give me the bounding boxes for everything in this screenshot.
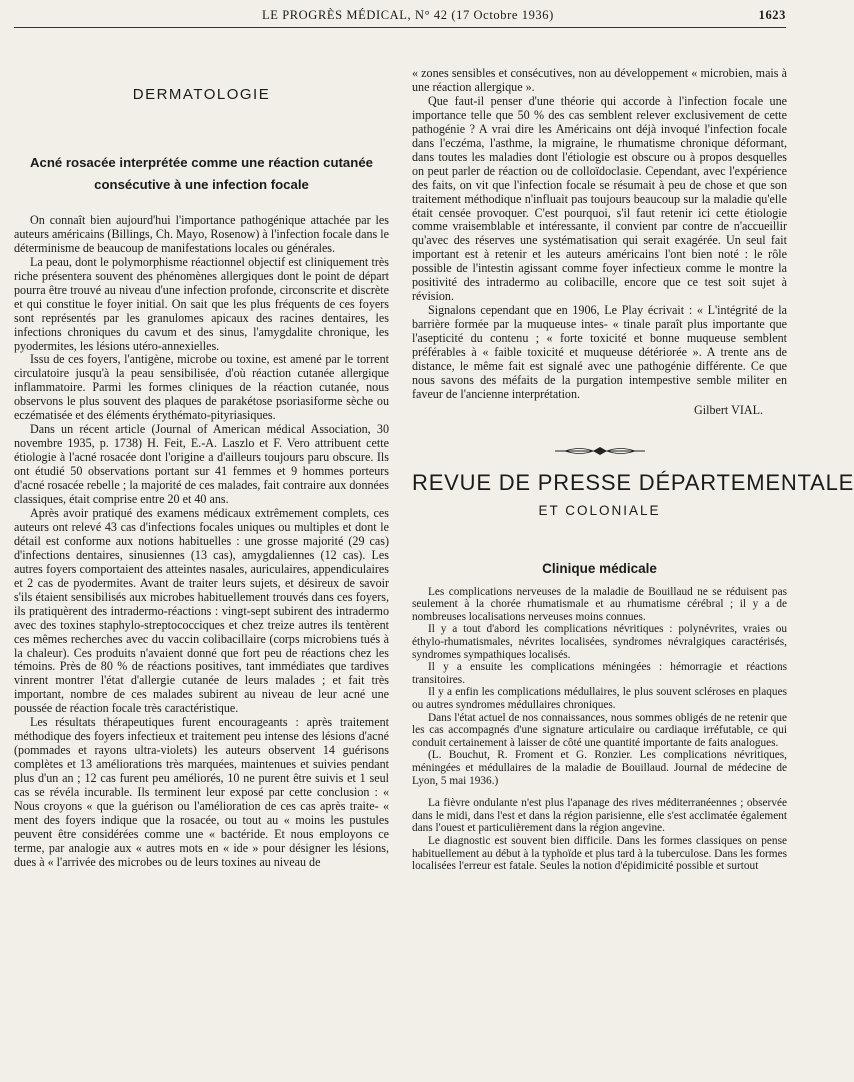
ornament-divider-icon (555, 446, 645, 456)
paragraph: Les résultats thérapeutiques furent encourageants : après traitement méthodique des foyers infectieux et traitement peu intense des lésions d'acné (pommades et rayons ultra-violets) les auteurs observent 14 guérisons complètes et 13 améliorations très marquées, maintenues et suivies pendant plus d'un an ; 12 cas furent peu améliorés, 10 ne purent être suivis et 1 seul cas se révéla incurable. Ils terminent leur exposé par cette conclusion : « Nous croyons « que la guérison ou l'amélioration de ces cas après traite- « ment des foyers indique que la rosacée, ou tout au « moins les pustules peuvent être considérées comme une « bactéride. Et nous employons ce terme, par analogie aux « autres mots en « ide » pour désigner les lésions, dues à « l'arrivée des microbes ou de leurs toxines au niveau de (14, 715, 389, 869)
paragraph: Signalons cependant que en 1906, Le Play écrivait : « L'intégrité de la barrière formée par la muqueuse intes- « tinale paraît plus importante que l'asepticité du contenu ; « forte toxicité et bonne muqueuse semblent préférables à « faible toxicité et muqueuse détériorée ». A trente ans de distance, le même fait est signalé avec une pathogénie différente. Ce que nous savons des méfaits de la purgation intempestive semble militer en faveur de l'ancienne interprétation. (412, 303, 787, 401)
spacer (412, 787, 787, 797)
article-title-line-1: Acné rosacée interprétée comme une réaction cutanée (29, 154, 373, 170)
article-title (14, 152, 389, 196)
paragraph: Dans un récent article (Journal of American médical Association, 30 novembre 1935, p. 1738) H. Feit, E.-A. Laszlo et F. Vero attribuent cette étiologie à l'acné rosacée dont l'origine a d'ailleurs toujours paru obscure. Ils ont étudié 50 observations portant sur 41 femmes et 9 hommes porteurs d'acné rosacée rebelle ; la majorité de ces malades, fait contraire aux données classiques, était comprise entre 20 et 40 ans. (14, 422, 389, 507)
page-number: 1623 (758, 8, 786, 22)
paragraph: On connaît bien aujourd'hui l'importance pathogénique attachée par les auteurs américains (Billings, Ch. Mayo, Rosenow) à l'infection focale dans le déterminisme de beaucoup de manifestations locales ou générales. (14, 212, 389, 255)
revue-subtitle: ET COLONIALE (538, 502, 661, 518)
clinical-notes (412, 586, 787, 873)
rubric-heading: Clinique médicale (542, 560, 657, 576)
paragraph: Il y a enfin les complications médullaires, le plus souvent scléroses en plaques ou autres syndromes médullaires chroniques. (412, 686, 787, 712)
section-heading: DERMATOLOGIE (132, 86, 271, 103)
paragraph: Dans l'état actuel de nos connaissances, nous sommes obligés de ne retenir que les cas accompagnés d'une signature articulaire ou cardiaque irréfutable, ce qui conduit certainement à laisser de côté une quantité importante de faits analogues. (412, 711, 787, 749)
paragraph: Que faut-il penser d'une théorie qui accorde à l'infection focale une importance telle que 50 % des cas semblent relever exclusivement de cette pathogénie ? A vrai dire les Américains ont déjà invoqué l'infection focale dans l'eczéma, l'asthme, la migraine, le rhumatisme chronique déformant, dans toutes les maladies dont l'étiologie est obscure ou à propos desquelles on peut parler de réaction ou de colloïdoclasie. Cependant, avec l'expérience des faits, on vit que l'infection focale se résumait à peu de chose et que son traitement méthodique n'influait pas toujours beaucoup sur la maladie qu'elle était censée provoquer. C'est pourquoi, s'il faut retenir ici cette étiologie comme vraisemblable et intéressante, il convient par contre de n'accueillir qu'avec des réserves une systématisation qui serait exagérée. Un seul fait important est à retenir et les auteurs américains l'ont bien noté : le rôle possible de l'intestin agissant comme foyer infectieux comme le montre la positivité des intradermo au colibacille, encore que ce test soit sujet à révision. (412, 93, 787, 304)
revue-title: REVUE DE PRESSE DÉPARTEMENTALE (412, 469, 854, 495)
paragraph: La peau, dont le polymorphisme réactionnel objectif est cliniquement très riche présentera souvent des phénomènes allergiques dont le point de départ pourra être trouvé au niveau d'une infection profonde, circonscrite et discrète et qui constitue le foyer initial. On sait que les plus fréquents de ces foyers sont représentés par les granulomes apicaux des racines dentaires, les infections chroniques du cavum et des sinus, l'amygdalite chronique, les pyodermites, les lésions utéro-annexielles. (14, 254, 389, 353)
header-rule (14, 27, 786, 28)
paragraph: La fièvre ondulante n'est plus l'apanage des rives méditerranéennes ; observée dans le midi, dans l'est et dans la région parisienne, elle s'est acclimatée également dans l'ouest et particulièrement dans la région angevine. (412, 797, 787, 835)
right-column (412, 66, 854, 873)
paragraph: Après avoir pratiqué des examens médicaux extrêmement complets, ces auteurs ont relevé 43 cas d'infections focales uniques ou multiples et dont le détail est conforme aux notions habituelles : une grosse majorité (29 cas) d'infections dentaires, sinusiennes (13 cas), amygdaliennes (12 cas). Les autres foyers comportaient des atteintes nasales, auriculaires, appendiculaires et 2 cas de pyodermites. Avant de traiter leurs sujets, et désireux de savoir s'ils étaient sensibilisés aux microbes habituellement trouvés dans ces foyers, ils pratiquèrent des intradermo-réactions : vingt-sept subirent des intradermo avec des toxines staphylo-streptococciques et chez treize autres ils tentèrent ces mêmes recherches avec du vaccin colibacillaire (corps microbiens tués à la chaleur). Ces produits n'avaient donné que fort peu de réactions chez les témoins. Près de 80 % de réactions positives, tant immédiates que tardives vinrent montrer l'état d'allergie cutanée de leurs malades ; et fait très important, nombre de ces malades subirent au niveau de leur acné une poussée de réaction focale très caractéristique. (14, 505, 389, 716)
running-head (14, 8, 786, 26)
paragraph: Il y a ensuite les complications méningées : hémorragie et réactions transitoires. (412, 661, 787, 686)
paragraph: Il y a tout d'abord les complications névritiques : polynévrites, vraies ou éthylo-rhumatismales, névrites localisées, syndromes névralgiques caractérisés, syndromes sympathiques localisés. (412, 623, 787, 661)
author-signature: Gilbert VIAL. (694, 402, 763, 417)
paragraph: Issu de ces foyers, l'antigène, microbe ou toxine, est amené par le torrent circulatoire jusqu'à la peau sensibilisée, d'où réaction cutanée allergique inflammatoire. Parmi les formes cliniques de la réaction cutanée, nous observons le plus souvent des plaques de parakétose psoriasiforme sèche ou eczématisée et des éléments érythémato-pityriasiques. (14, 352, 389, 423)
paragraph: Les complications nerveuses de la maladie de Bouillaud ne se réduisent pas seulement à la chorée rhumatismale et au rhumatisme cérébral ; il y a de nombreuses localisations nerveuses moins connues. (412, 585, 787, 623)
left-column (14, 88, 389, 870)
article-title-line-2: consécutive à une infection focale (94, 176, 309, 192)
paragraph: « zones sensibles et consécutives, non au développement « microbien, mais à une réaction allergique ». (412, 66, 787, 94)
paragraph: Le diagnostic est souvent bien difficile. Dans les formes classiques on pense habituellement au début à la typhoïde et plus tard à la tuberculose. Dans les formes localisées l'erreur est fatale. Seules la notion d'épidimicité possible et surtout (412, 834, 787, 873)
citation: (L. Bouchut, R. Froment et G. Ronzier. Les complications névritiques, méningées et médullaires de la maladie de Bouillaud. Journal de médecine de Lyon, 5 mai 1936.) (412, 749, 787, 787)
journal-title: LE PROGRÈS MÉDICAL, N° 42 (17 Octobre 1936) (262, 8, 554, 22)
